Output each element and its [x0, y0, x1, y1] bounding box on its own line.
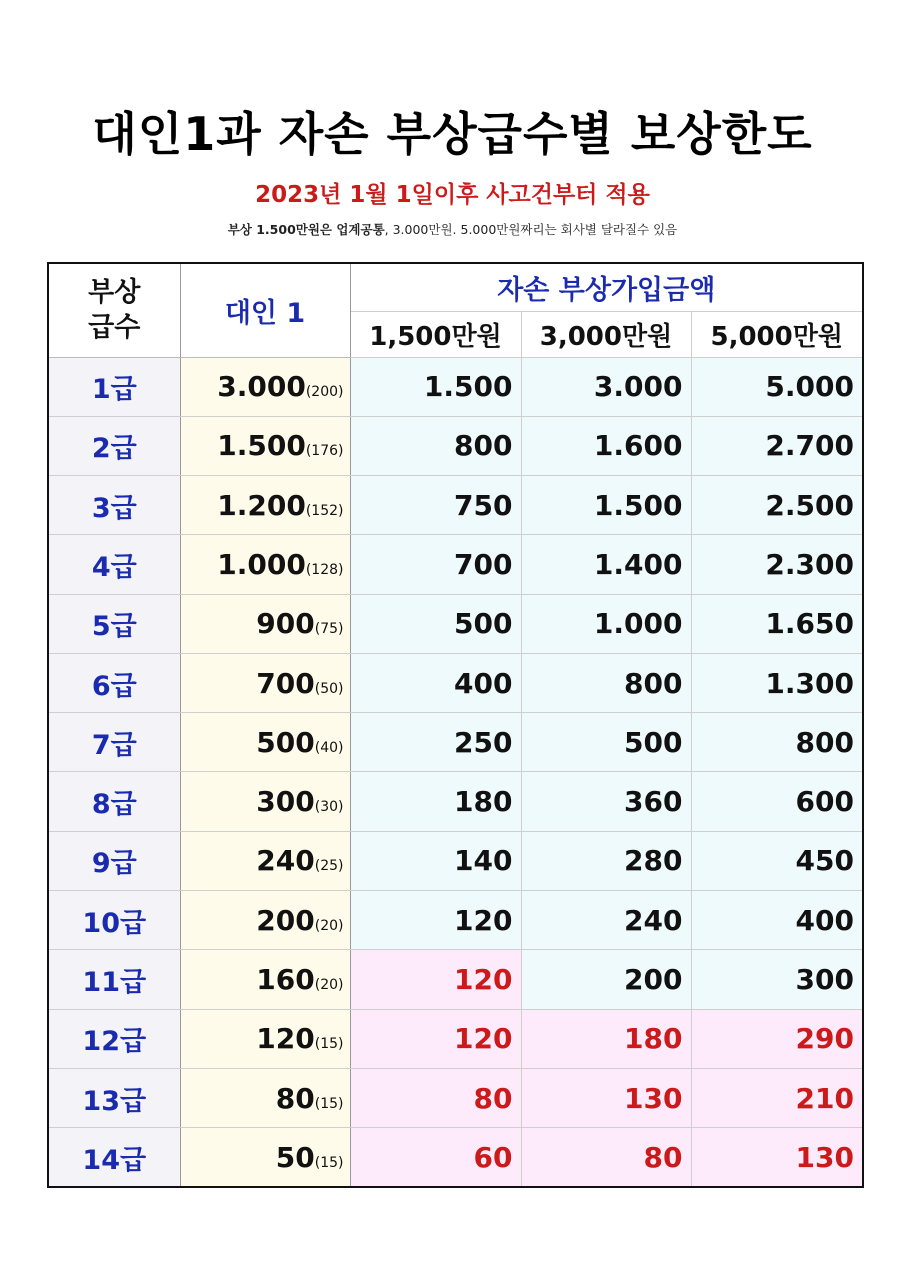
- amount-5000-cell: 2.500: [691, 476, 863, 535]
- table-row: [48, 1009, 863, 1068]
- amount-1500-cell: 500: [350, 594, 521, 653]
- dae-in-amount: 200: [256, 903, 315, 937]
- amount-5000-cell: 400: [691, 891, 863, 950]
- grade-cell: 6급: [48, 653, 180, 712]
- amount-5000-cell: 800: [691, 713, 863, 772]
- amount-3000-cell: 1.000: [521, 594, 691, 653]
- dae-in-cell: [180, 594, 350, 653]
- table-row: [48, 950, 863, 1009]
- dae-in-cell: [180, 357, 350, 416]
- amount-3000-cell: 3.000: [521, 357, 691, 416]
- header-grade-line1: 부상: [88, 277, 141, 309]
- grade-cell: 3급: [48, 476, 180, 535]
- grade-cell: 11급: [48, 950, 180, 1009]
- dae-in-amount: 160: [256, 962, 315, 996]
- table-row: [48, 594, 863, 653]
- header-jason: 자손 부상가입금액: [350, 263, 863, 311]
- dae-in-amount: 300: [256, 785, 315, 819]
- dae-in-rank: (200): [305, 384, 344, 401]
- grade-cell: 9급: [48, 831, 180, 890]
- amount-3000-cell: 180: [521, 1009, 691, 1068]
- dae-in-cell: [180, 950, 350, 1009]
- amount-1500-cell: 80: [350, 1068, 521, 1127]
- compensation-table: [47, 262, 864, 1188]
- amount-1500-cell: 120: [350, 1009, 521, 1068]
- dae-in-amount: 700: [256, 666, 315, 700]
- dae-in-amount: 1.500: [217, 429, 306, 463]
- dae-in-cell: [180, 476, 350, 535]
- amount-5000-cell: 2.300: [691, 535, 863, 594]
- amount-5000-cell: 600: [691, 772, 863, 831]
- dae-in-rank: (25): [314, 858, 344, 875]
- dae-in-cell: [180, 1068, 350, 1127]
- table-row: [48, 416, 863, 475]
- page-subtitle: 2023년 1월 1일이후 사고건부터 적용: [255, 182, 650, 208]
- dae-in-rank: (15): [314, 1095, 344, 1112]
- table-row: [48, 1128, 863, 1187]
- amount-5000-cell: 290: [691, 1009, 863, 1068]
- table-row: [48, 772, 863, 831]
- table-row: [48, 653, 863, 712]
- amount-1500-cell: 1.500: [350, 357, 521, 416]
- dae-in-amount: 1.000: [217, 547, 306, 581]
- dae-in-rank: (20): [314, 917, 344, 934]
- amount-3000-cell: 240: [521, 891, 691, 950]
- grade-cell: 5급: [48, 594, 180, 653]
- dae-in-amount: 900: [256, 607, 315, 641]
- dae-in-rank: (30): [314, 799, 344, 816]
- dae-in-amount: 50: [275, 1140, 315, 1174]
- amount-5000-cell: 1.300: [691, 653, 863, 712]
- amount-1500-cell: 750: [350, 476, 521, 535]
- dae-in-cell: [180, 713, 350, 772]
- grade-cell: 4급: [48, 535, 180, 594]
- note-bold: 부상 1.500만원은 업계공통: [227, 222, 385, 237]
- amount-3000-cell: 1.600: [521, 416, 691, 475]
- amount-5000-cell: 1.650: [691, 594, 863, 653]
- dae-in-cell: [180, 831, 350, 890]
- dae-in-cell: [180, 416, 350, 475]
- dae-in-cell: [180, 891, 350, 950]
- dae-in-amount: 120: [256, 1022, 315, 1056]
- dae-in-amount: 1.200: [217, 488, 306, 522]
- amount-1500-cell: 60: [350, 1128, 521, 1187]
- amount-5000-cell: 2.700: [691, 416, 863, 475]
- amount-5000-cell: 210: [691, 1068, 863, 1127]
- dae-in-amount: 500: [256, 725, 315, 759]
- dae-in-rank: (15): [314, 1154, 344, 1171]
- dae-in-cell: [180, 653, 350, 712]
- amount-1500-cell: 120: [350, 950, 521, 1009]
- table-row: [48, 476, 863, 535]
- table-row: [48, 891, 863, 950]
- grade-cell: 12급: [48, 1009, 180, 1068]
- amount-3000-cell: 80: [521, 1128, 691, 1187]
- grade-cell: 14급: [48, 1128, 180, 1187]
- dae-in-rank: (75): [314, 621, 344, 638]
- amount-3000-cell: 800: [521, 653, 691, 712]
- amount-3000-cell: 1.500: [521, 476, 691, 535]
- page-note: [0, 220, 905, 238]
- amount-5000-cell: 5.000: [691, 357, 863, 416]
- header-grade-line2: 급수: [88, 312, 141, 344]
- note-rest: , 3.000만원. 5.000만원짜리는 회사별 달라질수 있음: [384, 222, 678, 237]
- table-body: [48, 357, 863, 1187]
- dae-in-cell: [180, 535, 350, 594]
- dae-in-amount: 80: [275, 1081, 315, 1115]
- grade-cell: 8급: [48, 772, 180, 831]
- header-amount-3000: 3,000만원: [521, 311, 691, 357]
- header-amount-1500: 1,500만원: [350, 311, 521, 357]
- dae-in-rank: (50): [314, 680, 344, 697]
- dae-in-rank: (176): [305, 443, 344, 460]
- table-row: [48, 1068, 863, 1127]
- dae-in-cell: [180, 1128, 350, 1187]
- amount-5000-cell: 450: [691, 831, 863, 890]
- grade-cell: 1급: [48, 357, 180, 416]
- amount-5000-cell: 130: [691, 1128, 863, 1187]
- header-dae-in: 대인 1: [180, 263, 350, 357]
- amount-1500-cell: 400: [350, 653, 521, 712]
- dae-in-rank: (40): [314, 739, 344, 756]
- amount-3000-cell: 200: [521, 950, 691, 1009]
- amount-3000-cell: 500: [521, 713, 691, 772]
- amount-1500-cell: 700: [350, 535, 521, 594]
- grade-cell: 10급: [48, 891, 180, 950]
- amount-3000-cell: 1.400: [521, 535, 691, 594]
- amount-5000-cell: 300: [691, 950, 863, 1009]
- header-amount-5000: 5,000만원: [691, 311, 863, 357]
- amount-1500-cell: 250: [350, 713, 521, 772]
- dae-in-rank: (15): [314, 1036, 344, 1053]
- amount-3000-cell: 130: [521, 1068, 691, 1127]
- table-row: [48, 535, 863, 594]
- dae-in-cell: [180, 772, 350, 831]
- table-row: [48, 357, 863, 416]
- table-header: [48, 263, 863, 357]
- dae-in-rank: (128): [305, 561, 344, 578]
- table-row: [48, 713, 863, 772]
- dae-in-amount: 240: [256, 844, 315, 878]
- dae-in-amount: 3.000: [217, 370, 306, 404]
- grade-cell: 7급: [48, 713, 180, 772]
- dae-in-rank: (152): [305, 502, 344, 519]
- grade-cell: 13급: [48, 1068, 180, 1127]
- dae-in-rank: (20): [314, 976, 344, 993]
- page-title: 대인1과 자손 부상급수별 보상한도: [92, 107, 813, 161]
- grade-cell: 2급: [48, 416, 180, 475]
- header-grade: [48, 263, 180, 357]
- table-row: [48, 831, 863, 890]
- amount-1500-cell: 180: [350, 772, 521, 831]
- amount-1500-cell: 800: [350, 416, 521, 475]
- amount-1500-cell: 140: [350, 831, 521, 890]
- amount-3000-cell: 280: [521, 831, 691, 890]
- amount-3000-cell: 360: [521, 772, 691, 831]
- dae-in-cell: [180, 1009, 350, 1068]
- amount-1500-cell: 120: [350, 891, 521, 950]
